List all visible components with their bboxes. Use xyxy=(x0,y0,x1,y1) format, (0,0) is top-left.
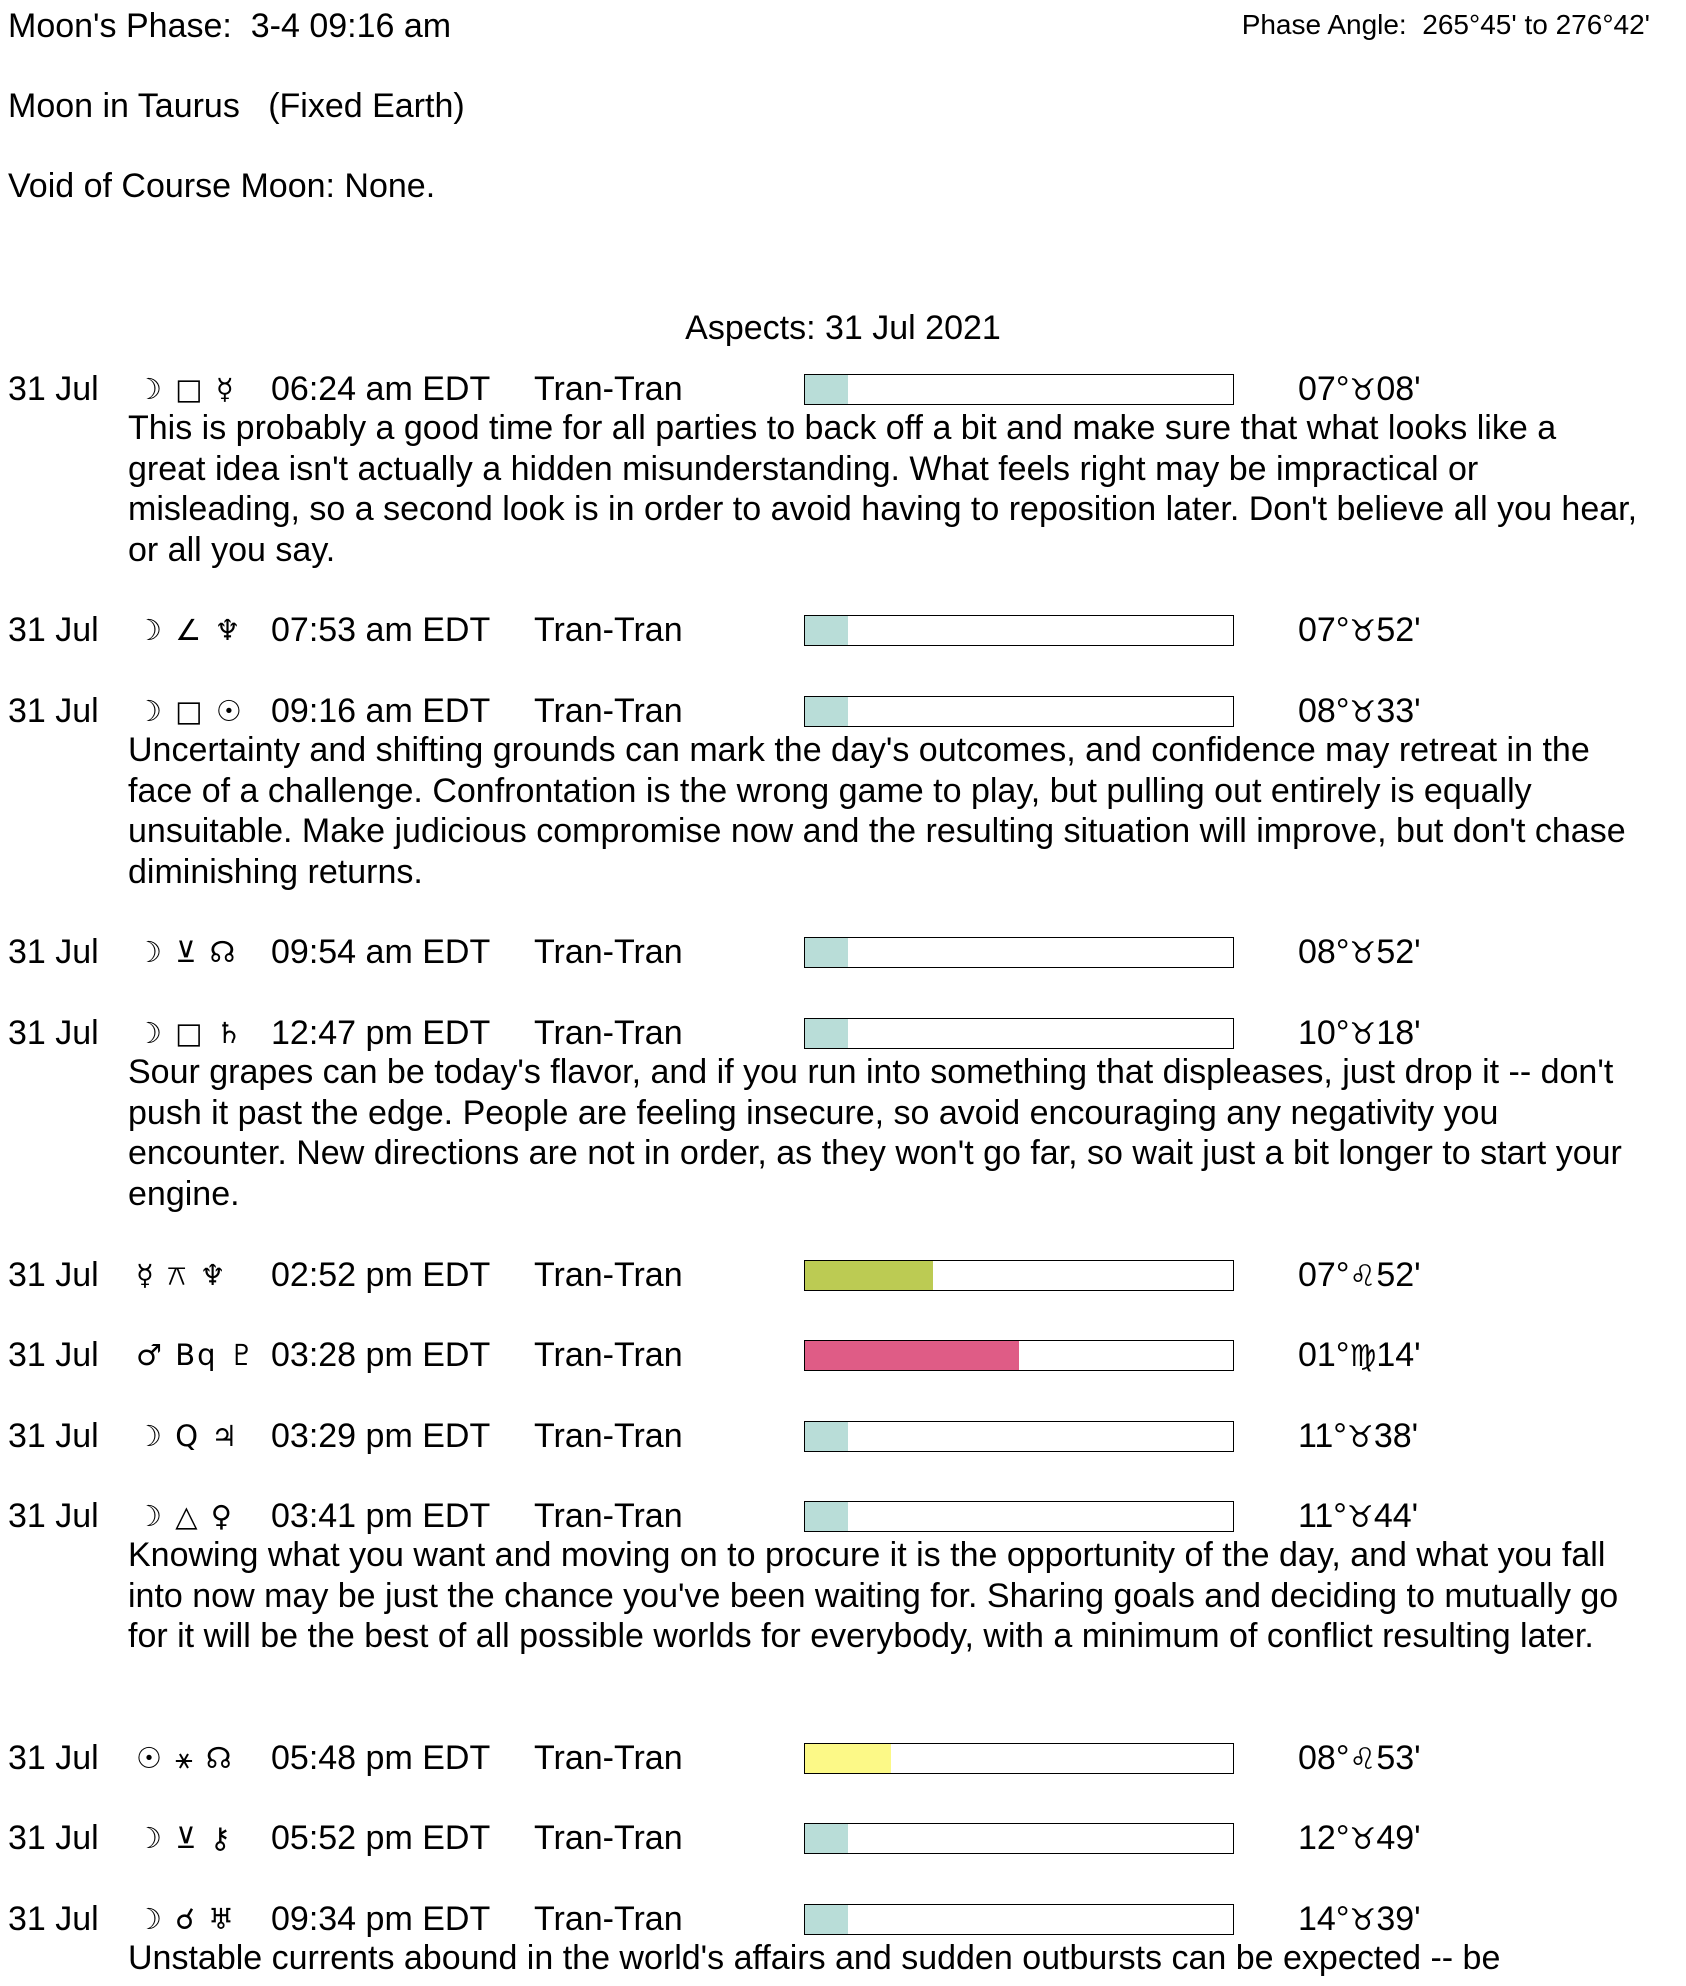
planet1-glyph: ☽ xyxy=(136,613,164,647)
zodiac-sign-glyph: ♉ xyxy=(1349,373,1377,408)
aspect-row xyxy=(0,1896,1686,1942)
zodiac-sign-glyph: ♌ xyxy=(1349,1259,1377,1294)
position-minutes: 52' xyxy=(1376,933,1421,971)
zodiac-sign-glyph: ♉ xyxy=(1346,1420,1374,1455)
position-degree: 08° xyxy=(1298,692,1350,730)
aspect-description: Uncertainty and shifting grounds can mark the day's outcomes, and confidence may retreat in the face of a challenge. Confrontation is the wrong game to play, but pulling out entirely is equally unsuitable. Make judicious compromise now and the resulting situation will improve, but don't chase diminishing returns. xyxy=(128,731,1626,891)
planet2-glyph: ♃ xyxy=(211,1419,240,1453)
strength-bar xyxy=(804,1340,1234,1371)
strength-bar-fill xyxy=(805,616,848,645)
planet2-glyph: ♄ xyxy=(215,1016,244,1050)
aspect-row xyxy=(0,366,1686,412)
strength-bar xyxy=(804,1904,1234,1935)
planet1-glyph: ☽ xyxy=(136,694,164,728)
aspect-time: 05:48 pm EDT xyxy=(271,1739,491,1777)
aspect-date: 31 Jul xyxy=(8,370,99,408)
planet2-glyph: ☉ xyxy=(215,694,244,728)
aspect-row xyxy=(0,1332,1686,1378)
position-degree: 11° xyxy=(1298,1417,1347,1455)
aspect-date: 31 Jul xyxy=(8,1900,99,1938)
aspect-glyph: ☌ xyxy=(175,1902,197,1936)
strength-bar-fill xyxy=(805,938,848,967)
aspect-row xyxy=(0,1252,1686,1298)
aspect-date: 31 Jul xyxy=(8,933,99,971)
planet2-glyph: ☊ xyxy=(209,935,238,969)
zodiac-sign-glyph: ♉ xyxy=(1349,1903,1377,1938)
strength-bar xyxy=(804,937,1234,968)
aspect-glyph: ⊻ xyxy=(175,1821,199,1855)
aspect-glyph: □ xyxy=(175,694,205,728)
position-degree: 11° xyxy=(1298,1497,1347,1535)
aspect-glyphs xyxy=(136,1735,234,1781)
strength-bar xyxy=(804,374,1234,405)
aspect-position xyxy=(1298,1332,1421,1380)
zodiac-sign-glyph: ♉ xyxy=(1349,695,1377,730)
aspect-position xyxy=(1298,607,1421,655)
strength-bar xyxy=(804,1421,1234,1452)
aspect-glyph: ∠ xyxy=(175,613,204,647)
aspect-glyphs xyxy=(136,1493,234,1539)
aspect-time: 03:28 pm EDT xyxy=(271,1336,491,1374)
planet1-glyph: ☽ xyxy=(136,1419,164,1453)
aspect-kind: Tran-Tran xyxy=(534,370,683,408)
strength-bar xyxy=(804,615,1234,646)
aspect-description: Unstable currents abound in the world's affairs and sudden outbursts can be expected -- be xyxy=(128,1939,1501,1977)
planet1-glyph: ☿ xyxy=(136,1258,156,1292)
planet1-glyph: ☽ xyxy=(136,1016,164,1050)
position-minutes: 38' xyxy=(1373,1417,1419,1455)
aspect-date: 31 Jul xyxy=(8,1014,99,1052)
position-degree: 01° xyxy=(1298,1336,1350,1374)
strength-bar-fill xyxy=(805,1019,848,1048)
aspect-description: This is probably a good time for all parties to back off a bit and make sure that what looks like a great idea isn't actually a hidden misunderstanding. What feels right may be impractical or misleading, so a second look is in order to avoid having to reposition later. Don't believe all you hear, or all you say. xyxy=(128,409,1638,569)
planet2-glyph: ⚷ xyxy=(209,1821,233,1855)
strength-bar-fill xyxy=(805,1905,848,1934)
moon-phase-value: 3-4 09:16 am xyxy=(250,7,452,45)
aspect-glyph: ⚹ xyxy=(175,1741,195,1775)
zodiac-sign-glyph: ♌ xyxy=(1349,1742,1377,1777)
aspect-glyph: Bq xyxy=(175,1338,218,1372)
planet2-glyph: ♅ xyxy=(207,1902,236,1936)
planet1-glyph: ☽ xyxy=(136,935,164,969)
aspect-kind: Tran-Tran xyxy=(534,611,683,649)
planet1-glyph: ☽ xyxy=(136,372,164,406)
aspect-glyphs xyxy=(136,1815,233,1861)
aspect-position xyxy=(1298,688,1421,736)
aspect-glyphs xyxy=(136,929,237,975)
aspect-kind: Tran-Tran xyxy=(534,1819,683,1857)
aspect-row xyxy=(0,1735,1686,1781)
aspect-position xyxy=(1298,1815,1421,1863)
aspect-row xyxy=(0,929,1686,975)
aspect-position xyxy=(1298,1252,1421,1300)
position-minutes: 39' xyxy=(1376,1900,1421,1938)
aspect-glyphs xyxy=(136,366,236,412)
aspect-glyphs xyxy=(136,1010,244,1056)
aspect-position xyxy=(1298,1896,1421,1944)
aspect-glyph: ⚻ xyxy=(167,1258,189,1292)
aspect-time: 12:47 pm EDT xyxy=(271,1014,491,1052)
aspect-position xyxy=(1298,929,1421,977)
aspect-glyphs xyxy=(136,1332,257,1378)
planet2-glyph: ♆ xyxy=(199,1258,228,1292)
aspect-time: 09:54 am EDT xyxy=(271,933,491,971)
aspect-time: 02:52 pm EDT xyxy=(271,1256,491,1294)
position-degree: 07° xyxy=(1298,1256,1350,1294)
aspect-position xyxy=(1298,1010,1421,1058)
planet1-glyph: ☉ xyxy=(136,1741,164,1775)
aspect-glyphs xyxy=(136,688,244,734)
strength-bar xyxy=(804,1260,1234,1291)
void-of-course-line: Void of Course Moon: None. xyxy=(8,167,436,205)
aspect-kind: Tran-Tran xyxy=(534,1014,683,1052)
aspect-date: 31 Jul xyxy=(8,1739,99,1777)
aspect-time: 05:52 pm EDT xyxy=(271,1819,491,1857)
aspect-glyphs xyxy=(136,1896,236,1942)
aspect-time: 07:53 am EDT xyxy=(271,611,491,649)
strength-bar-fill xyxy=(805,1744,891,1773)
aspect-kind: Tran-Tran xyxy=(534,1739,683,1777)
strength-bar xyxy=(804,1743,1234,1774)
aspect-time: 06:24 am EDT xyxy=(271,370,491,408)
aspect-glyph: □ xyxy=(175,1016,205,1050)
position-minutes: 44' xyxy=(1373,1497,1419,1535)
aspect-kind: Tran-Tran xyxy=(534,692,683,730)
aspect-description: Knowing what you want and moving on to procure it is the opportunity of the day, and what you fall into now may be just the chance you've been waiting for. Sharing goals and deciding to mutually go for it will be the best of all possible worlds for everybody, with a minimum of conflict resulting later. xyxy=(128,1536,1619,1655)
strength-bar-fill xyxy=(805,1824,848,1853)
zodiac-sign-glyph: ♉ xyxy=(1349,1017,1377,1052)
aspect-position xyxy=(1298,366,1421,414)
aspect-kind: Tran-Tran xyxy=(534,933,683,971)
position-degree: 10° xyxy=(1298,1014,1350,1052)
phase-angle-label: Phase Angle: xyxy=(1241,9,1407,40)
aspect-date: 31 Jul xyxy=(8,1256,99,1294)
aspect-time: 09:34 pm EDT xyxy=(271,1900,491,1938)
strength-bar-fill xyxy=(805,1422,848,1451)
planet2-glyph: ♆ xyxy=(214,613,243,647)
planet1-glyph: ♂ xyxy=(136,1338,164,1372)
position-degree: 12° xyxy=(1298,1819,1350,1857)
planet1-glyph: ☽ xyxy=(136,1902,164,1936)
aspect-glyph: □ xyxy=(175,372,205,406)
planet2-glyph: ♀ xyxy=(210,1499,234,1533)
moon-sign-detail: (Fixed Earth) xyxy=(268,87,465,125)
moon-sign-line xyxy=(8,86,465,126)
aspect-glyph: ⊻ xyxy=(175,935,199,969)
strength-bar-fill xyxy=(805,1502,848,1531)
aspect-row xyxy=(0,1413,1686,1459)
aspect-date: 31 Jul xyxy=(8,1497,99,1535)
planet1-glyph: ☽ xyxy=(136,1821,164,1855)
aspect-time: 09:16 am EDT xyxy=(271,692,491,730)
zodiac-sign-glyph: ♉ xyxy=(1349,1822,1377,1857)
aspect-description: Sour grapes can be today's flavor, and if you run into something that displeases, just drop it -- don't push it past the edge. People are feeling insecure, so avoid encouraging any negativity you encounter. New directions are not in order, as they won't go far, so wait just a bit longer to start your engine. xyxy=(128,1053,1622,1213)
position-minutes: 14' xyxy=(1376,1336,1421,1374)
aspect-date: 31 Jul xyxy=(8,1417,99,1455)
aspect-glyphs xyxy=(136,607,242,653)
aspect-row xyxy=(0,1010,1686,1056)
strength-bar xyxy=(804,1823,1234,1854)
aspect-row xyxy=(0,1493,1686,1539)
aspect-kind: Tran-Tran xyxy=(534,1417,683,1455)
position-degree: 14° xyxy=(1298,1900,1350,1938)
strength-bar-fill xyxy=(805,1341,1019,1370)
aspect-date: 31 Jul xyxy=(8,1336,99,1374)
strength-bar xyxy=(804,1018,1234,1049)
aspects-title: Aspects: 31 Jul 2021 xyxy=(685,309,1001,347)
strength-bar xyxy=(804,1501,1234,1532)
moon-phase-label: Moon's Phase: xyxy=(8,7,232,45)
strength-bar-fill xyxy=(805,697,848,726)
planet1-glyph: ☽ xyxy=(136,1499,164,1533)
aspect-date: 31 Jul xyxy=(8,1819,99,1857)
position-minutes: 53' xyxy=(1376,1739,1421,1777)
aspect-row xyxy=(0,1815,1686,1861)
zodiac-sign-glyph: ♉ xyxy=(1349,614,1377,649)
moon-sign: Moon in Taurus xyxy=(8,87,240,125)
aspect-glyph: △ xyxy=(175,1499,200,1533)
position-minutes: 33' xyxy=(1376,692,1421,730)
strength-bar-fill xyxy=(805,375,848,404)
zodiac-sign-glyph: ♉ xyxy=(1349,936,1377,971)
strength-bar xyxy=(804,696,1234,727)
planet2-glyph: ☿ xyxy=(215,372,236,406)
aspect-date: 31 Jul xyxy=(8,692,99,730)
aspect-time: 03:41 pm EDT xyxy=(271,1497,491,1535)
aspect-kind: Tran-Tran xyxy=(534,1497,683,1535)
phase-angle-line xyxy=(1150,8,1650,42)
planet2-glyph: ☊ xyxy=(205,1741,234,1775)
aspect-kind: Tran-Tran xyxy=(534,1256,683,1294)
aspect-time: 03:29 pm EDT xyxy=(271,1417,491,1455)
aspect-kind: Tran-Tran xyxy=(534,1336,683,1374)
position-degree: 07° xyxy=(1298,370,1350,408)
aspect-position xyxy=(1298,1735,1421,1783)
position-minutes: 18' xyxy=(1376,1014,1421,1052)
position-minutes: 52' xyxy=(1376,1256,1421,1294)
phase-angle-value: 265°45' to 276°42' xyxy=(1422,9,1650,40)
aspect-date: 31 Jul xyxy=(8,611,99,649)
aspect-kind: Tran-Tran xyxy=(534,1900,683,1938)
position-degree: 08° xyxy=(1298,933,1350,971)
moon-phase-line xyxy=(8,6,451,46)
zodiac-sign-glyph: ♉ xyxy=(1346,1500,1374,1535)
position-degree: 08° xyxy=(1298,1739,1350,1777)
position-degree: 07° xyxy=(1298,611,1350,649)
aspect-position xyxy=(1298,1493,1418,1541)
planet2-glyph: ♇ xyxy=(228,1338,257,1372)
aspect-position xyxy=(1298,1413,1418,1461)
aspect-glyphs xyxy=(136,1413,239,1459)
aspect-glyph: Q xyxy=(175,1419,201,1453)
aspect-row xyxy=(0,607,1686,653)
position-minutes: 08' xyxy=(1376,370,1421,408)
strength-bar-fill xyxy=(805,1261,933,1290)
aspect-glyphs xyxy=(136,1252,228,1298)
position-minutes: 52' xyxy=(1376,611,1421,649)
zodiac-sign-glyph: ♍ xyxy=(1349,1339,1377,1374)
position-minutes: 49' xyxy=(1376,1819,1421,1857)
aspect-row xyxy=(0,688,1686,734)
